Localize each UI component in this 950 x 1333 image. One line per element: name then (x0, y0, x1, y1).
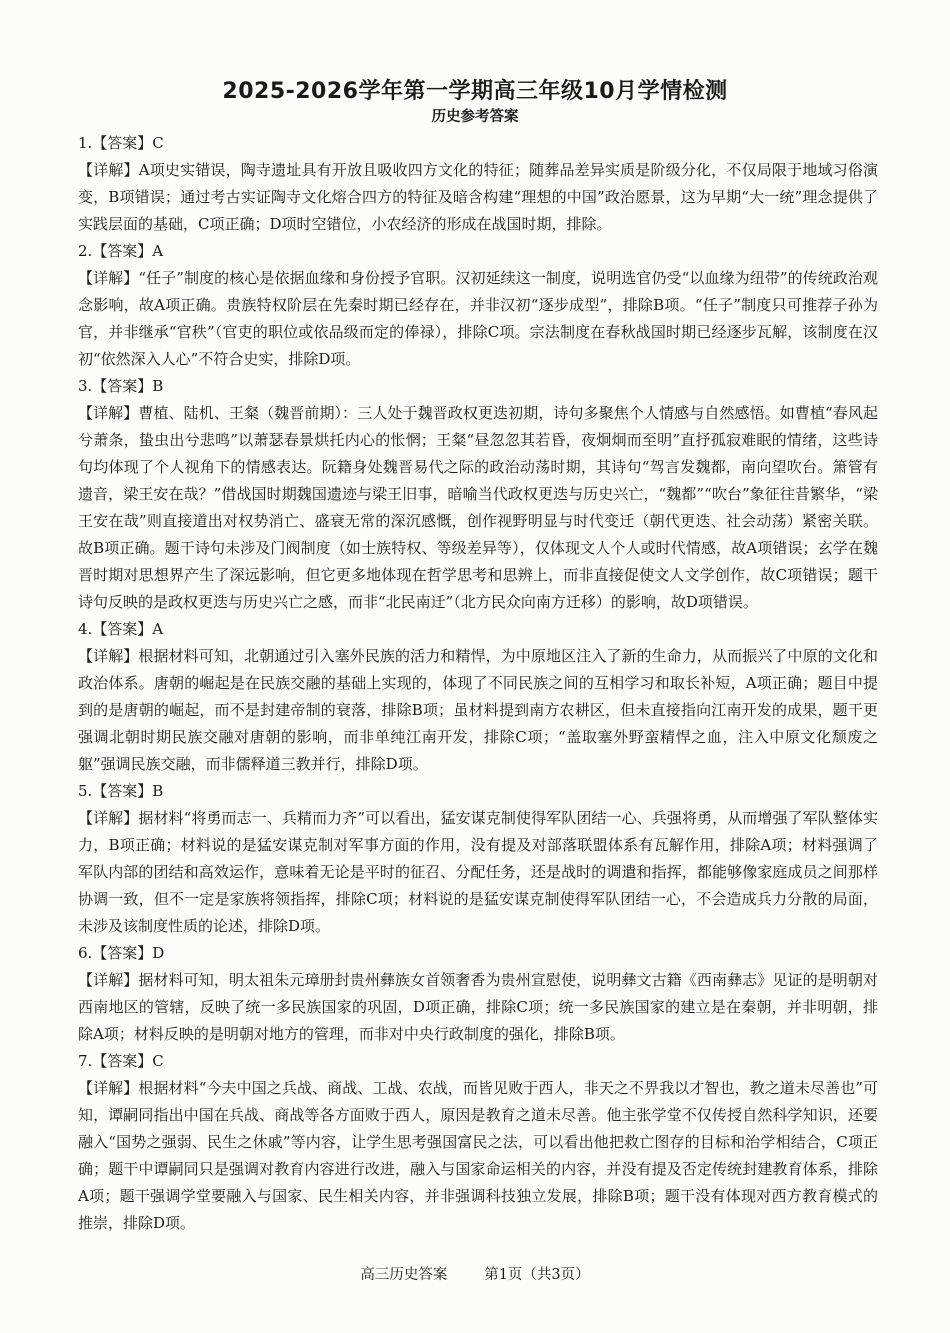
explanation-text: 【详解】根据材料“今夫中国之兵战、商战、工战、农战，而皆见败于西人，非天之不畀我以才智也，教之道未尽善也”可知，谭嗣同指出中国在兵战、商战等各方面败于西人，原因是教育之道未尽善。他主张学堂不仅传授自然科学知识，还要融入“国势之强弱、民生之休戚”等内容，让学生思考强国富民之法，可以看出他把救亡图存的目标和治学相结合，C项正确；题干中谭嗣同只是强调对教育内容进行改进，融入与国家命运相关的内容，并没有提及否定传统封建教育体系，排除A项；题干强调学堂要融入与国家、民生相关内容，并非强调科技独立发展，排除B项；题干没有体现对西方教育模式的推崇，排除D项。 (78, 1079, 878, 1232)
explanation-text: 【详解】据材料“将勇而志一、兵精而力齐”可以看出，猛安谋克制使得军队团结一心、兵强将勇，从而增强了军队整体实力，B项正确；材料说的是猛安谋克制对军事方面的作用，没有提及对部落联盟体系有瓦解作用，排除A项；材料强调了军队内部的团结和高效运作，意味着无论是平时的征召、分配任务，还是战时的调遣和指挥，都能够像家庭成员之间那样协调一致，但不一定是家族将领指挥，排除C项；材料说的是猛安谋克制使得军队团结一心，不会造成兵力分散的局面，未涉及该制度性质的论述，排除D项。 (78, 809, 878, 935)
footer-course: 高三历史答案 (360, 1267, 448, 1283)
explanation-text: 【详解】“任子”制度的核心是依据血缘和身份授予官职。汉初延续这一制度，说明选官仍受“以血缘为纽带”的传统政治观念影响，故A项正确。贵族特权阶层在先秦时期已经存在，并非汉初“逐步成型”，排除B项。“任子”制度只可推荐子孙为官，并非继承“官秩”（官吏的职位或依品级而定的俸禄），排除C项。宗法制度在春秋战国时期已经逐步瓦解，该制度在汉初“依然深入人心”不符合史实，排除D项。 (78, 269, 878, 368)
question-4 (78, 616, 878, 778)
question-2 (78, 238, 878, 373)
question-1 (78, 130, 878, 238)
footer-page-number: 第1页（共3页） (484, 1267, 590, 1283)
page-title: 2025-2026学年第一学期高三年级10月学情检测 (222, 79, 728, 104)
answer-label: 2.【答案】A (78, 242, 164, 260)
answer-label: 6.【答案】D (78, 944, 165, 962)
question-7 (78, 1048, 878, 1237)
explanation-text: 【详解】A项史实错误，陶寺遗址具有开放且吸收四方文化的特征；随葬品差异实质是阶级分化，不仅局限于地域习俗演变，B项错误；通过考古实证陶寺文化熔合四方的特征及暗含构建“理想的中国”政治愿景，这为早期“大一统”理念提供了实践层面的基础，C项正确；D项时空错位，小农经济的形成在战国时期，排除。 (78, 161, 878, 233)
question-6 (78, 940, 878, 1048)
answer-label: 3.【答案】B (78, 377, 164, 395)
question-3 (78, 373, 878, 616)
answer-label: 1.【答案】C (78, 134, 164, 152)
page-subtitle: 历史参考答案 (431, 109, 519, 125)
answer-label: 7.【答案】C (78, 1052, 164, 1070)
answer-list (78, 130, 878, 1237)
answer-label: 4.【答案】A (78, 620, 164, 638)
question-5 (78, 778, 878, 940)
answer-label: 5.【答案】B (78, 782, 164, 800)
explanation-text: 【详解】曹植、陆机、王粲（魏晋前期）：三人处于魏晋政权更迭初期，诗句多聚焦个人情感与自然感悟。如曹植“春风起兮萧条，蛰虫出兮悲鸣”以萧瑟春景烘托内心的怅惘；王粲“昼忽忽其若昏，夜炯炯而至明”直抒孤寂难眠的情绪，这些诗句均体现了个人视角下的情感表达。阮籍身处魏晋易代之际的政治动荡时期，其诗句“驾言发魏都，南向望吹台。箫管有遗音，梁王安在哉？”借战国时期魏国遗迹与梁王旧事，暗喻当代政权更迭与历史兴亡，“魏都”“吹台”象征往昔繁华，“梁王安在哉”则直接道出对权势消亡、盛衰无常的深沉感慨，创作视野明显与时代变迁（朝代更迭、社会动荡）紧密关联。故B项正确。题干诗句未涉及门阀制度（如士族特权、等级差异等），仅体现文人个人或时代情感，故A项错误；玄学在魏晋时期对思想界产生了深远影响，但它更多地体现在哲学思考和思辨上，而非直接促使文人文学创作，故C项错误；题干诗句反映的是政权更迭与历史兴亡之感，而非“北民南迁”（北方民众向南方迁移）的影响，故D项错误。 (78, 404, 878, 611)
explanation-text: 【详解】根据材料可知，北朝通过引入塞外民族的活力和精悍，为中原地区注入了新的生命力，从而振兴了中原的文化和政治体系。唐朝的崛起是在民族交融的基础上实现的，体现了不同民族之间的互相学习和取长补短，A项正确；题目中提到的是唐朝的崛起，而不是封建帝制的衰落，排除B项；虽材料提到南方农耕区，但未直接指向江南开发的成果，题干更强调北朝时期民族交融对唐朝的影响，而非单纯江南开发，排除C项；“盖取塞外野蛮精悍之血，注入中原文化颓废之躯”强调民族交融，而非儒释道三教并行，排除D项。 (78, 647, 878, 773)
explanation-text: 【详解】据材料可知，明太祖朱元璋册封贵州彝族女首领奢香为贵州宣慰使，说明彝文古籍《西南彝志》见证的是明朝对西南地区的管辖，反映了统一多民族国家的巩固，D项正确，排除C项；统一多民族国家的建立是在秦朝，并非明朝，排除A项；材料反映的是明朝对地方的管理，而非对中央行政制度的强化，排除B项。 (78, 971, 878, 1043)
page-footer (0, 1265, 950, 1285)
